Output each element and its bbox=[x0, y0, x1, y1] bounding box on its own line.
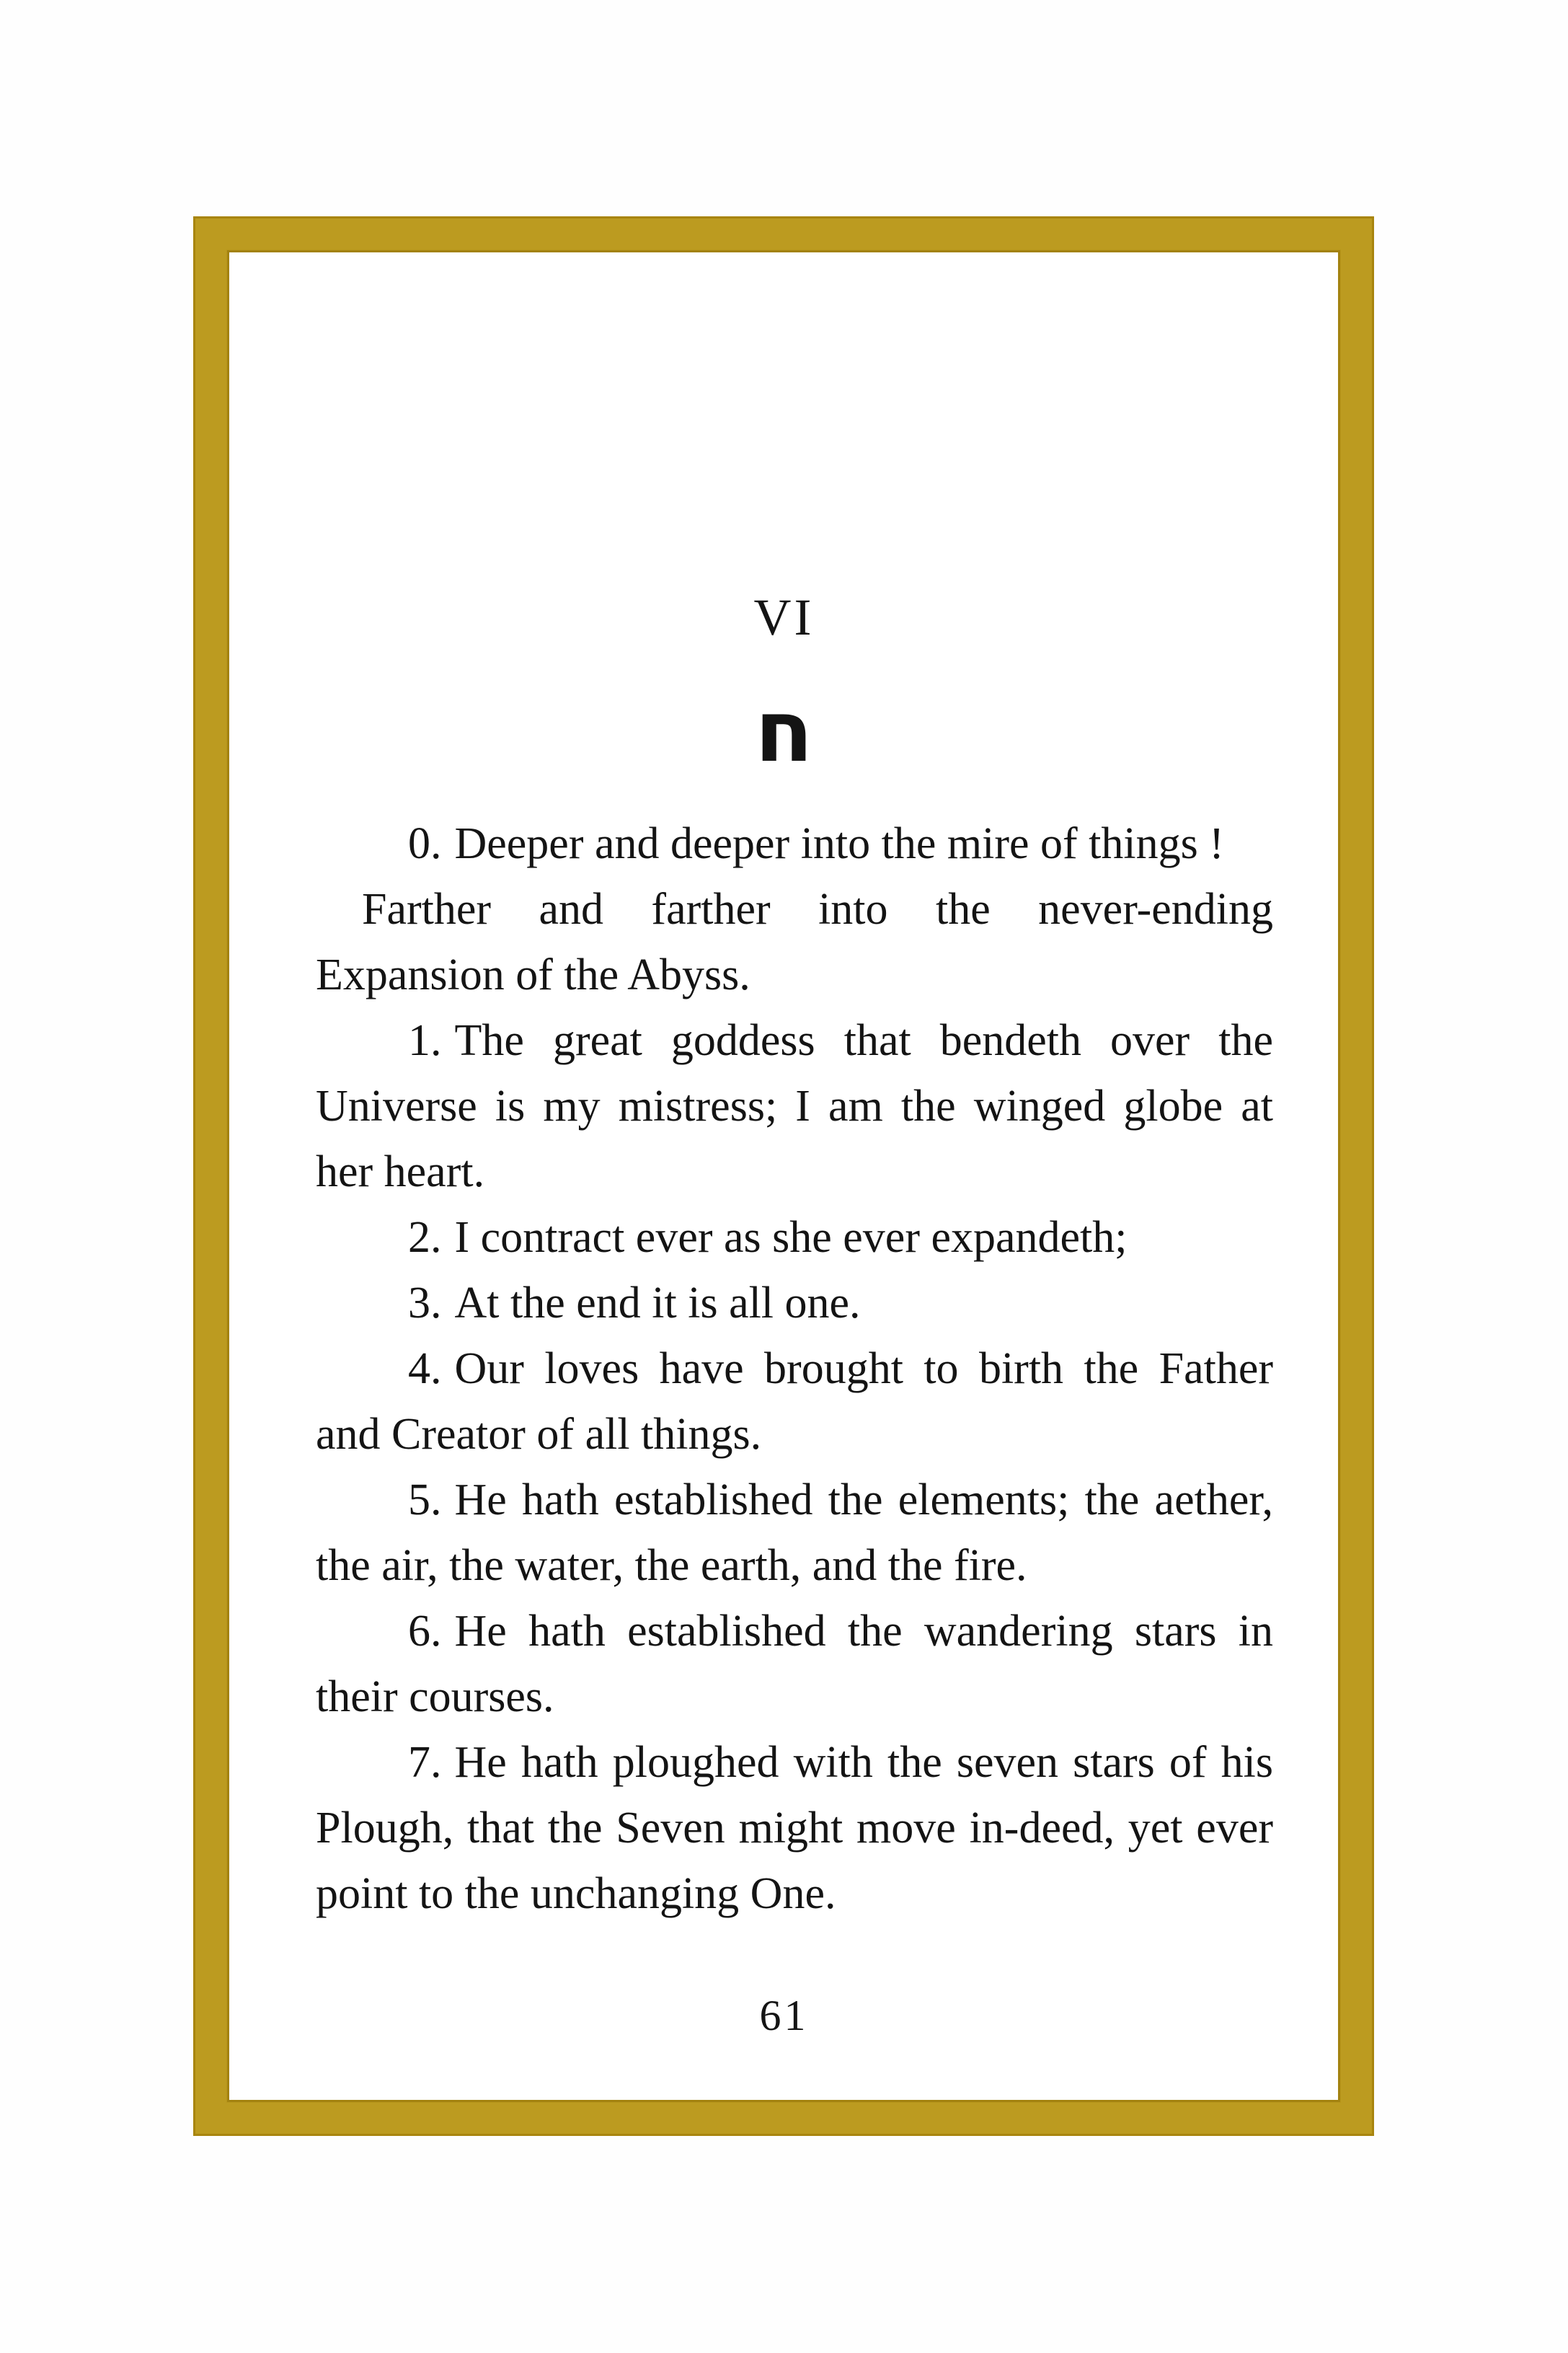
verse-number: 0. bbox=[408, 819, 442, 868]
verse-7 bbox=[316, 1730, 1273, 1927]
verse-number: 6. bbox=[408, 1607, 442, 1656]
verse-text: The great goddess that bendeth over the Universe is my mistress; I am the winged globe at her heart. bbox=[316, 1016, 1273, 1196]
verse-text: Our loves have brought to birth the Father and Creator of all things. bbox=[316, 1344, 1273, 1459]
verse-text: Deeper and deeper into the mire of things ! bbox=[454, 819, 1224, 868]
verse-text: He hath established the elements; the aether, the air, the water, the earth, and the fire. bbox=[316, 1475, 1273, 1590]
verse-list bbox=[316, 811, 1273, 1927]
verse-number: 5. bbox=[408, 1475, 442, 1524]
verse-number: 7. bbox=[408, 1738, 442, 1787]
verse-4 bbox=[316, 1336, 1273, 1467]
verse-5 bbox=[316, 1467, 1273, 1599]
verse-0 bbox=[316, 811, 1273, 877]
verse-1 bbox=[316, 1008, 1273, 1205]
verse-number: 4. bbox=[408, 1344, 442, 1393]
verse-2 bbox=[316, 1205, 1273, 1271]
verse-6 bbox=[316, 1599, 1273, 1730]
verse-3 bbox=[316, 1271, 1273, 1336]
verse-text: He hath established the wandering stars in their courses. bbox=[316, 1607, 1273, 1721]
verse-text: At the end it is all one. bbox=[454, 1279, 861, 1328]
verse-0-continued bbox=[316, 877, 1273, 1008]
verse-text: I contract ever as she ever expandeth; bbox=[454, 1213, 1128, 1262]
hebrew-letter-cheth: ח bbox=[754, 681, 814, 781]
page-number: 61 bbox=[759, 1992, 809, 2039]
verse-number: 2. bbox=[408, 1213, 442, 1262]
verse-number: 1. bbox=[408, 1016, 442, 1065]
chapter-numeral: VI bbox=[753, 588, 815, 646]
verse-number: 3. bbox=[408, 1279, 442, 1328]
verse-text: He hath ploughed with the seven stars of his Plough, that the Seven might move in-deed, yet ever point to the unchanging One. bbox=[316, 1738, 1273, 1918]
verse-text: Farther and farther into the never-ending Expansion of the Abyss. bbox=[316, 885, 1273, 999]
